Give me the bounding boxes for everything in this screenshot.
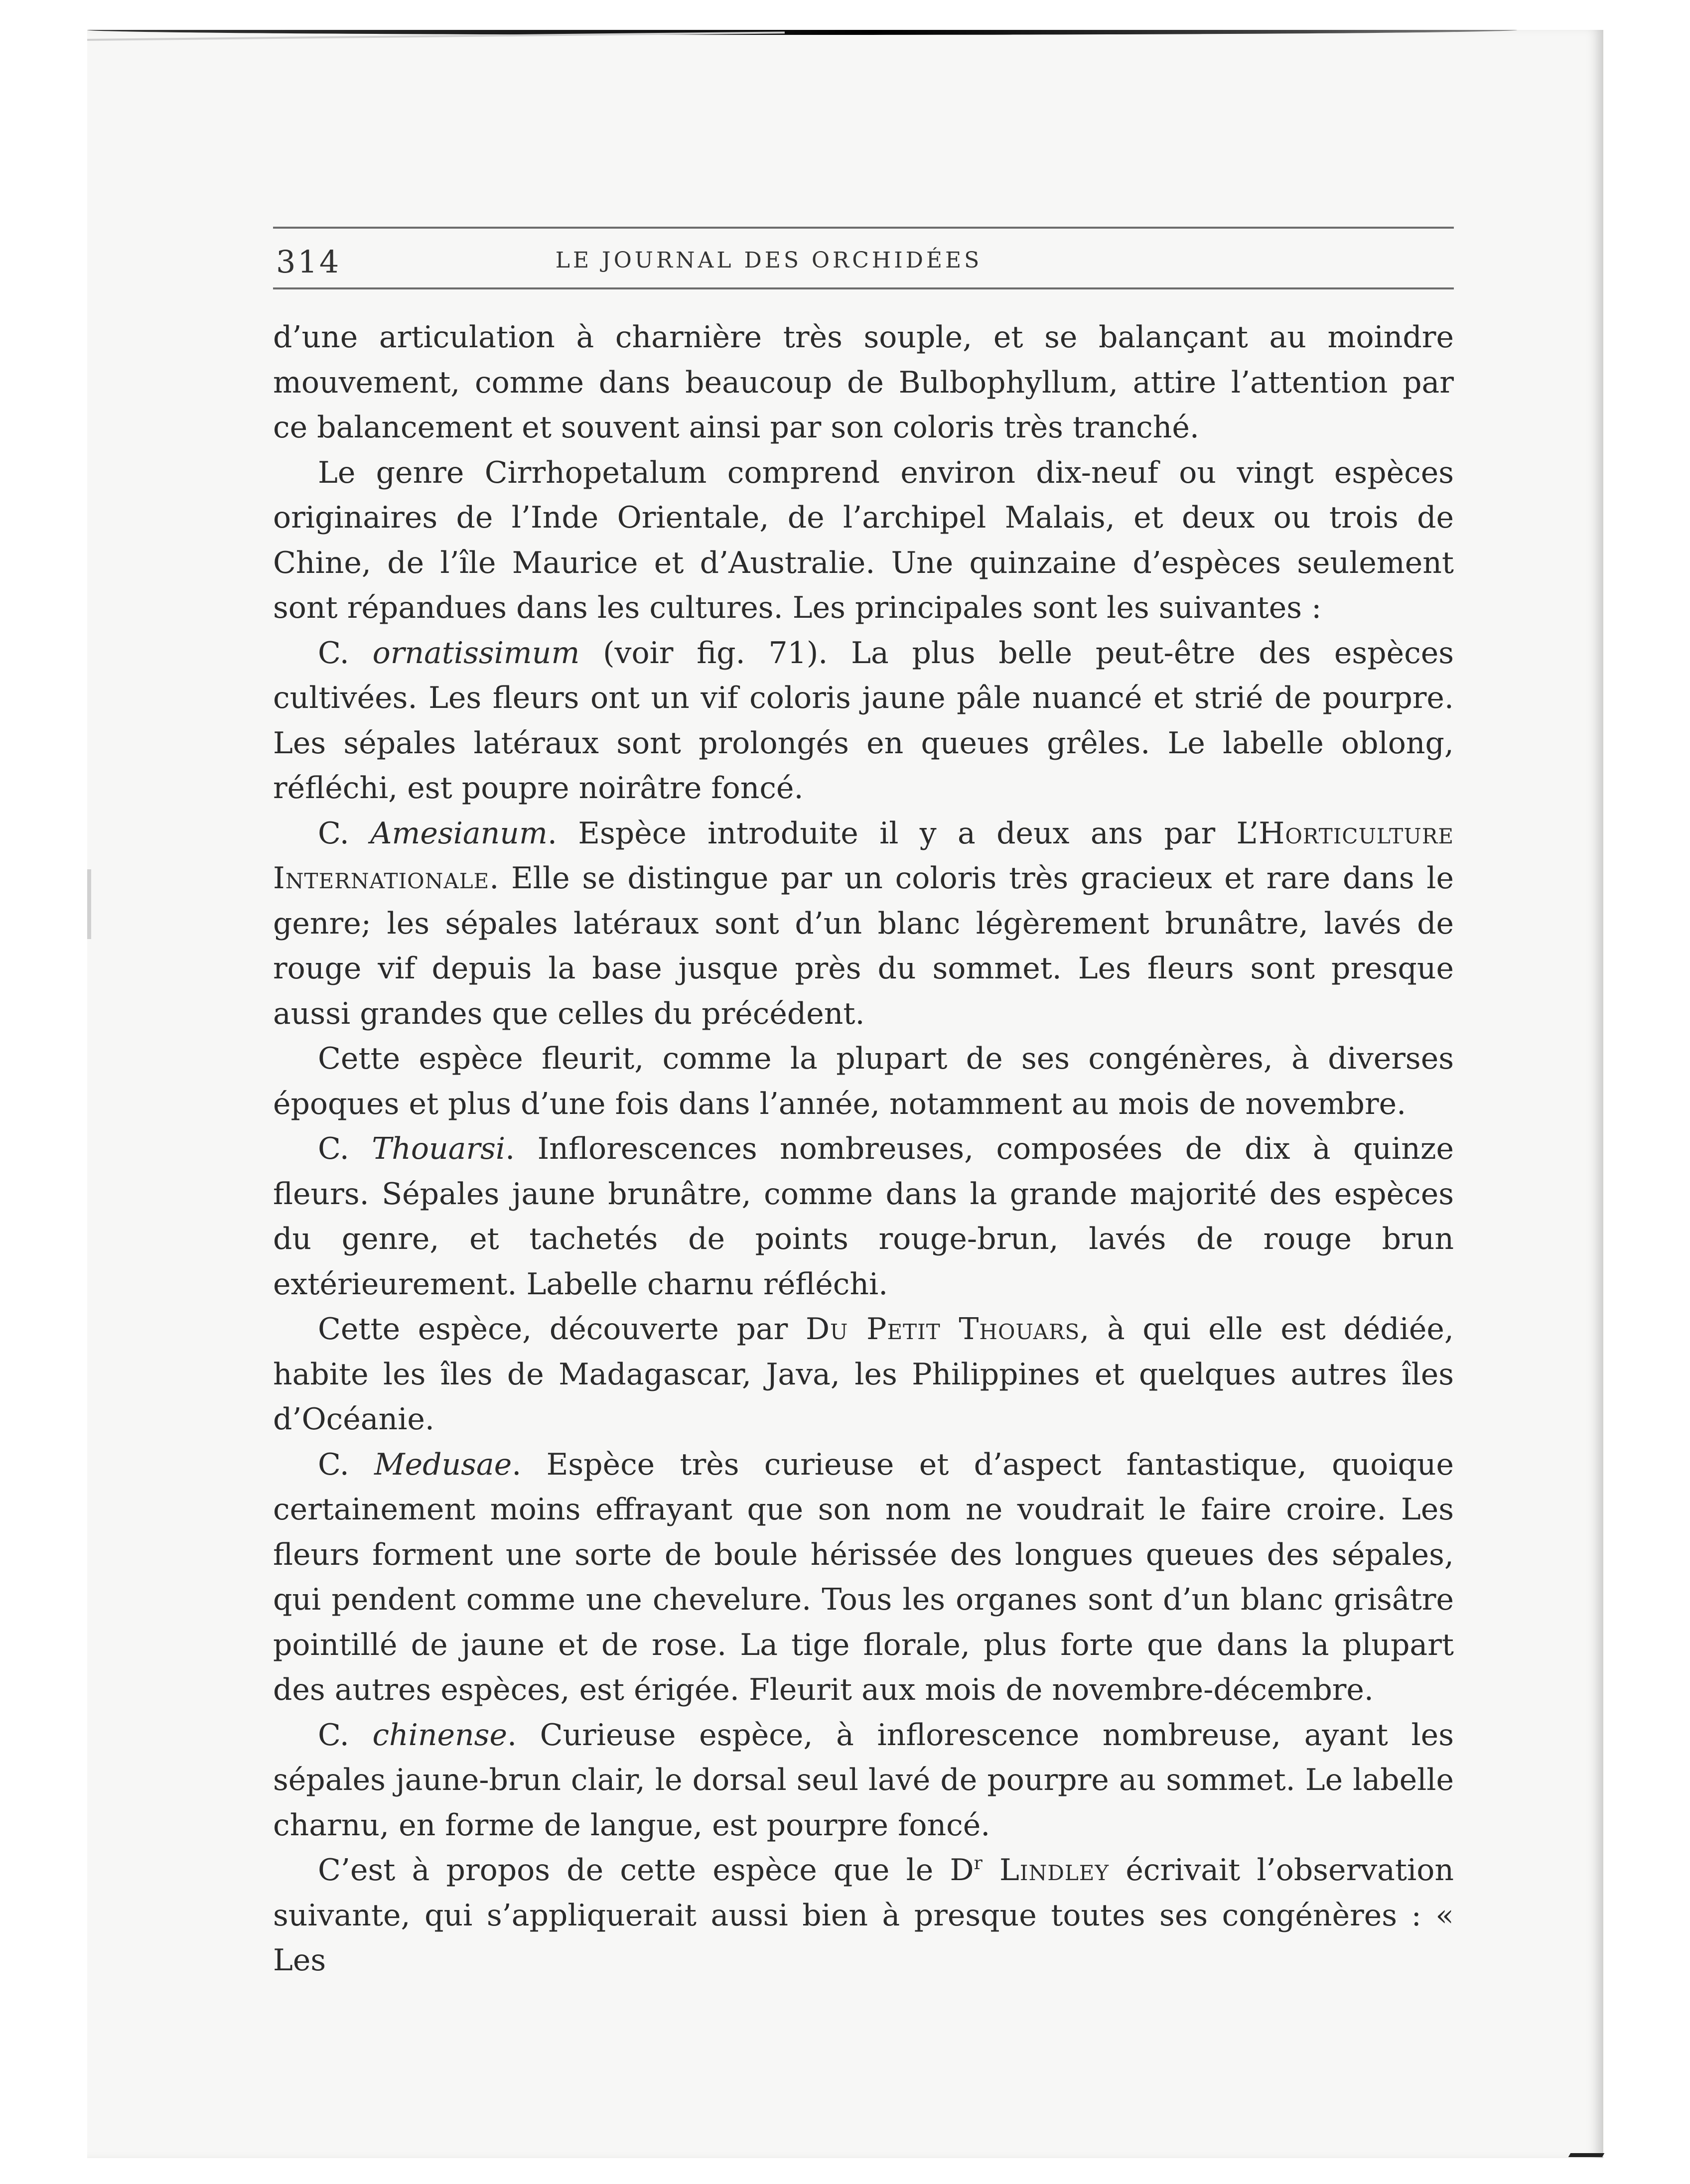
paragraph-discovery bbox=[273, 1307, 1454, 1442]
paragraph-species-thouarsi bbox=[273, 1126, 1454, 1307]
paragraph-text: Le genre Cirrhopetalum comprend environ dix-neuf ou vingt espèces originaires de l’Inde Orientale, de l’archipel Malais, et deux ou trois de Chine, de l’île Maurice et d’Australie. Une quinzaine d’espèces seulement sont répandues dans les cultures. Les principales sont les suivantes : bbox=[273, 455, 1454, 625]
paragraph-text: . Inflorescences nombreuses, composées de dix à quinze fleurs. Sépales jaune brunâtre, comme dans la grande majorité des espèces du genre, et tachetés de points rouge-brun, lavés de rouge brun extérieurement. Labelle charnu réfléchi. bbox=[273, 1131, 1454, 1302]
species-name: Thouarsi bbox=[372, 1131, 506, 1166]
paragraph-species-ornatissimum bbox=[273, 631, 1454, 811]
small-caps-name: Horticulture Internationale bbox=[273, 816, 1454, 896]
page-number: 314 bbox=[276, 244, 341, 280]
paragraph-text: . Espèce introduite il y a deux ans par L’ bbox=[547, 816, 1259, 851]
paragraph-text: Cette espèce, découverte par bbox=[318, 1312, 806, 1347]
paragraph-text: C’est à propos de cette espèce que le D bbox=[318, 1853, 974, 1888]
species-name: ornatissimum bbox=[372, 635, 580, 671]
paragraph-species-amesianum bbox=[273, 811, 1454, 1037]
page-corner-shadow bbox=[1568, 2153, 1605, 2157]
species-prefix: C. bbox=[318, 1447, 349, 1482]
scan-smudge bbox=[87, 869, 91, 939]
small-caps-name: Du Petit Thouars bbox=[805, 1312, 1080, 1347]
body-text bbox=[273, 315, 1454, 1983]
species-name: Amesianum bbox=[370, 816, 548, 851]
small-caps-name: Lindley bbox=[982, 1853, 1110, 1888]
paragraph-text: écrivait l’observation suivante, qui s’appliquerait aussi bien à presque toutes ses congénères : « Les bbox=[273, 1853, 1454, 1978]
species-prefix: C. bbox=[318, 635, 349, 671]
paragraph-species-medusae bbox=[273, 1442, 1454, 1713]
paragraph-text: d’une articulation à charnière très souple, et se balançant au moindre mouvement, comme dans beaucoup de Bulbophyllum, attire l’attention par ce balancement et souvent ainsi par son coloris très tranché. bbox=[273, 320, 1454, 445]
paragraph-genus-intro bbox=[273, 450, 1454, 631]
running-header bbox=[273, 227, 1454, 289]
paragraph-text: . Espèce très curieuse et d’aspect fantastique, quoique certainement moins effrayant que son nom ne voudrait le faire croire. Les fleurs forment une sorte de boule hérissée des longues queues des sépales, qui pendent comme une chevelure. Tous les organes sont d’un blanc grisâtre pointillé de jaune et de rose. La tige florale, plus forte que dans la plupart des autres espèces, est érigée. Fleurit aux mois de novembre-décembre. bbox=[273, 1447, 1454, 1707]
paragraph-text: . Elle se distingue par un coloris très gracieux et rare dans le genre; les sépales latéraux sont d’un blanc légèrement brunâtre, lavés de rouge vif depuis la base jusque près du sommet. Les fleurs sont presque aussi grandes que celles du précédent. bbox=[273, 861, 1454, 1031]
paragraph-species-chinense bbox=[273, 1713, 1454, 1848]
running-title: LE JOURNAL DES ORCHIDÉES bbox=[555, 248, 983, 273]
header-row bbox=[273, 229, 1454, 287]
paragraph-text: Cette espèce fleurit, comme la plupart de ses congénères, à diverses époques et plus d’une fois dans l’année, notamment au mois de novembre. bbox=[273, 1041, 1454, 1121]
paragraph-text: , à qui elle est dédiée, habite les îles de Madagascar, Java, les Philippines et quelques autres îles d’Océanie. bbox=[273, 1312, 1454, 1437]
header-bottom-rule bbox=[273, 287, 1454, 289]
paragraph-continuation bbox=[273, 315, 1454, 450]
paragraph-text: . Curieuse espèce, à inflorescence nombreuse, ayant les sépales jaune-brun clair, le dorsal seul lavé de pourpre au sommet. Le labelle charnu, en forme de langue, est pourpre foncé. bbox=[273, 1717, 1454, 1843]
species-prefix: C. bbox=[318, 1717, 349, 1753]
species-name: chinense bbox=[372, 1717, 507, 1753]
species-prefix: C. bbox=[318, 1131, 349, 1166]
superscript: r bbox=[974, 1853, 983, 1874]
paragraph-flowering bbox=[273, 1036, 1454, 1126]
species-prefix: C. bbox=[318, 816, 349, 851]
species-name: Medusae bbox=[374, 1447, 512, 1482]
paragraph-lindley bbox=[273, 1848, 1454, 1983]
paragraph-text: (voir fig. 71). La plus belle peut-être des espèces cultivées. Les fleurs ont un vif coloris jaune pâle nuancé et strié de pourpre. Les sépales latéraux sont prolongés en queues grêles. Le labelle oblong, réfléchi, est poupre noirâtre foncé. bbox=[273, 635, 1454, 806]
